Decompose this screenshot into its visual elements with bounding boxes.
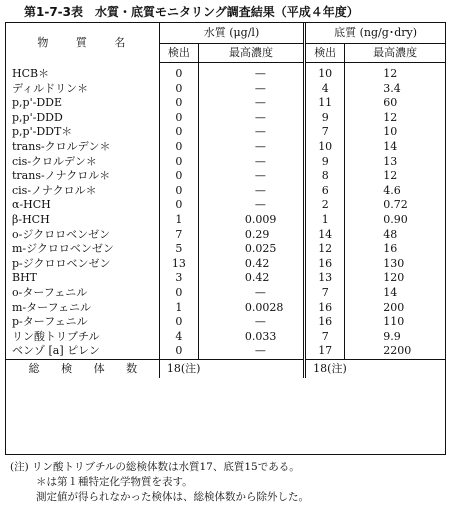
substance-name: trans-クロルデン＊ (12, 140, 111, 154)
sediment-detect-count: 12 (305, 242, 345, 257)
water-detect-count: 0 (159, 344, 198, 359)
sediment-max-concentration: 130 (345, 257, 445, 272)
header-substance-name: 物 質 名 (37, 35, 138, 49)
table-row (6, 111, 445, 126)
water-max-concentration: — (198, 111, 304, 126)
sediment-max-concentration: 200 (345, 301, 445, 316)
water-detect-count: 0 (159, 184, 198, 199)
table-row (6, 198, 445, 213)
water-detect-count: 0 (159, 111, 198, 126)
sediment-detect-count: 10 (305, 140, 345, 155)
table-row (6, 169, 445, 184)
substance-name: HCB＊ (12, 66, 50, 80)
water-detect-count: 0 (159, 286, 198, 301)
water-detect-count: 0 (159, 169, 198, 184)
water-max-concentration: — (198, 96, 304, 111)
water-max-concentration: 0.009 (198, 213, 304, 228)
water-max-concentration: 0.033 (198, 330, 304, 345)
substance-name: ベンゾ [a] ピレン (12, 344, 100, 358)
sediment-max-concentration: 12 (345, 63, 445, 82)
header-sediment-max: 最高濃度 (345, 44, 445, 63)
table-row (6, 286, 445, 301)
footnote-class1-chemical: ＊は第１種特定化学物質を表す。 (36, 476, 193, 488)
sediment-detect-count: 6 (305, 184, 345, 199)
table-row (6, 155, 445, 170)
table-row (6, 257, 445, 272)
water-detect-count: 7 (159, 228, 198, 243)
water-max-concentration: — (198, 169, 304, 184)
substance-name: cis-クロルデン＊ (12, 154, 97, 168)
table-row (6, 82, 445, 97)
water-detect-count: 3 (159, 271, 198, 286)
sediment-max-concentration: 14 (345, 286, 445, 301)
water-max-concentration: — (198, 198, 304, 213)
sediment-max-concentration: 13 (345, 155, 445, 170)
sediment-max-concentration: 3.4 (345, 82, 445, 97)
water-detect-count: 0 (159, 155, 198, 170)
sediment-max-concentration: 9.9 (345, 330, 445, 345)
table-row (6, 315, 445, 330)
sediment-max-concentration: 16 (345, 242, 445, 257)
water-detect-count: 1 (159, 301, 198, 316)
substance-name: BHT (12, 271, 38, 285)
sediment-detect-count: 17 (305, 344, 345, 359)
table-row (6, 228, 445, 243)
header-water-max: 最高濃度 (198, 44, 304, 63)
water-max-concentration: — (198, 140, 304, 155)
header-water-detect: 検出 (159, 44, 198, 63)
monitoring-results-table (5, 22, 446, 455)
water-max-concentration: — (198, 315, 304, 330)
footnote-tributyl-phosphate: (注) リン酸トリブチルの総検体数は水質17、底質15である。 (10, 461, 300, 473)
sediment-detect-count: 14 (305, 228, 345, 243)
substance-name: β-HCH (12, 213, 50, 227)
water-max-concentration: 0.025 (198, 242, 304, 257)
sediment-detect-count: 8 (305, 169, 345, 184)
table-row (6, 330, 445, 345)
sediment-max-concentration: 120 (345, 271, 445, 286)
table-row (6, 63, 445, 82)
substance-name: o-ターフェニル (12, 286, 88, 299)
sediment-detect-count: 4 (305, 82, 345, 97)
total-samples-label: 総 検 体 数 (6, 359, 159, 378)
water-detect-count: 0 (159, 96, 198, 111)
sediment-detect-count: 7 (305, 286, 345, 301)
substance-name: m-ジクロロベンゼン (12, 242, 114, 256)
sediment-detect-count: 7 (305, 125, 345, 140)
sediment-detect-count: 16 (305, 315, 345, 330)
table-row (6, 271, 445, 286)
substance-name: m-ターフェニル (12, 300, 92, 314)
sediment-detect-count: 11 (305, 96, 345, 111)
substance-name: p,p'-DDD (12, 110, 63, 124)
substance-name: p,p'-DDE (12, 96, 62, 110)
header-sediment-quality: 底質 (ng/g･dry) (305, 23, 445, 44)
table-row (6, 242, 445, 257)
water-max-concentration: 0.29 (198, 228, 304, 243)
table-row (6, 301, 445, 316)
substance-name: cis-ノナクロル＊ (12, 183, 97, 197)
table-row (6, 96, 445, 111)
substance-name: ディルドリン＊ (12, 81, 89, 95)
sediment-detect-count: 16 (305, 301, 345, 316)
sediment-max-concentration: 14 (345, 140, 445, 155)
water-max-concentration: — (198, 184, 304, 199)
sediment-max-concentration: 48 (345, 228, 445, 243)
sediment-detect-count: 10 (305, 63, 345, 82)
sediment-max-concentration: 10 (345, 125, 445, 140)
water-detect-count: 0 (159, 315, 198, 330)
substance-name: o-ジクロロベンゼン (12, 227, 111, 241)
water-max-concentration: 0.0028 (198, 301, 304, 316)
sediment-max-concentration: 12 (345, 169, 445, 184)
sediment-detect-count: 13 (305, 271, 345, 286)
header-sediment-detect: 検出 (305, 44, 345, 63)
header-water-quality: 水質 (μg/l) (159, 23, 304, 44)
total-sediment-count: 18(注) (305, 359, 445, 378)
sediment-max-concentration: 2200 (345, 344, 445, 359)
water-detect-count: 4 (159, 330, 198, 345)
total-water-count: 18(注) (159, 359, 304, 378)
table-row (6, 184, 445, 199)
table-row (6, 213, 445, 228)
sediment-detect-count: 2 (305, 198, 345, 213)
water-max-concentration: — (198, 82, 304, 97)
sediment-max-concentration: 12 (345, 111, 445, 126)
table-row (6, 344, 445, 359)
substance-name: trans-ノナクロル＊ (12, 169, 111, 183)
sediment-max-concentration: 4.6 (345, 184, 445, 199)
water-max-concentration: — (198, 63, 304, 82)
water-max-concentration: — (198, 286, 304, 301)
sediment-detect-count: 9 (305, 111, 345, 126)
water-max-concentration: 0.42 (198, 257, 304, 272)
water-max-concentration: — (198, 155, 304, 170)
water-detect-count: 0 (159, 63, 198, 82)
water-detect-count: 0 (159, 125, 198, 140)
table-row (6, 140, 445, 155)
water-detect-count: 5 (159, 242, 198, 257)
sediment-max-concentration: 0.72 (345, 198, 445, 213)
water-detect-count: 13 (159, 257, 198, 272)
substance-name: p-ターフェニル (12, 315, 88, 329)
sediment-detect-count: 7 (305, 330, 345, 345)
water-detect-count: 0 (159, 82, 198, 97)
water-detect-count: 0 (159, 198, 198, 213)
footnote-excluded-samples: 測定値が得られなかった検体は、総検体数から除外した。 (36, 491, 309, 503)
sediment-detect-count: 9 (305, 155, 345, 170)
sediment-detect-count: 16 (305, 257, 345, 272)
substance-name: リン酸トリブチル (12, 329, 100, 343)
water-max-concentration: — (198, 125, 304, 140)
sediment-max-concentration: 60 (345, 96, 445, 111)
water-max-concentration: — (198, 344, 304, 359)
substance-name: p-ジクロロベンゼン (12, 256, 111, 270)
sediment-max-concentration: 110 (345, 315, 445, 330)
water-max-concentration: 0.42 (198, 271, 304, 286)
sediment-detect-count: 1 (305, 213, 345, 228)
substance-name: α-HCH (12, 198, 51, 212)
footnotes (10, 460, 446, 505)
table-title: 第1-7-3表 水質・底質モニタリング調査結果（平成４年度） (24, 5, 359, 19)
table-row (6, 125, 445, 140)
substance-name: p,p'-DDT＊ (12, 125, 73, 139)
water-detect-count: 0 (159, 140, 198, 155)
water-detect-count: 1 (159, 213, 198, 228)
sediment-max-concentration: 0.90 (345, 213, 445, 228)
